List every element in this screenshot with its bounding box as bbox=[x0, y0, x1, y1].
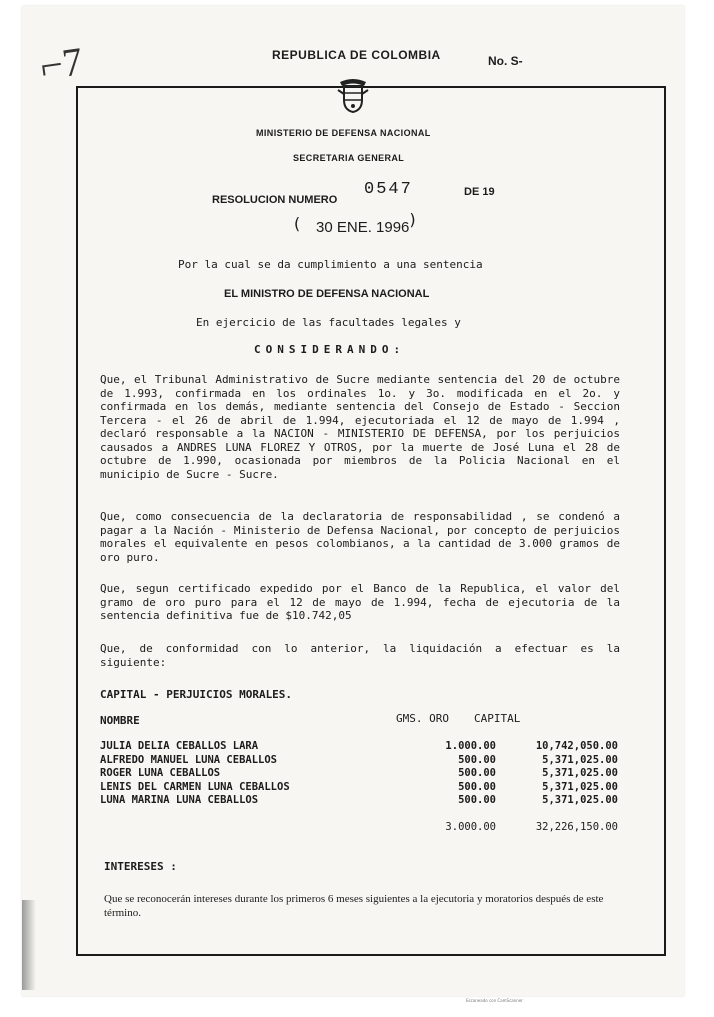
paragraph-condemnation: Que, como consecuencia de la declaratoria de responsabilidad , se condenó a pagar a la Nación - Ministerio de Defensa Nacional, por concepto de perjuicios morales el equivalente en pesos colombianos, a la cantidad de 3.000 gramos de oro puro. bbox=[100, 510, 620, 564]
beneficiary-capital: 5,371,025.00 bbox=[542, 753, 618, 766]
table-row bbox=[100, 781, 618, 795]
resolution-label: RESOLUCION NUMERO bbox=[212, 194, 338, 206]
beneficiary-capital: 5,371,025.00 bbox=[542, 767, 618, 779]
beneficiary-name: LUNA MARINA LUNA CEBALLOS bbox=[100, 794, 259, 806]
beneficiary-capital: 5,371,025.00 bbox=[542, 794, 618, 806]
beneficiary-grams: 500.00 bbox=[458, 767, 496, 779]
beneficiary-name: LENIS DEL CARMEN LUNA CEBALLOS bbox=[100, 780, 290, 793]
resolution-year-label: DE 19 bbox=[464, 186, 495, 198]
resolution-number: 0547 bbox=[364, 180, 413, 199]
beneficiary-grams: 500.00 bbox=[458, 780, 496, 793]
interest-paragraph: Que se reconocerán intereses durante los primeros 6 meses siguientes a la ejecutoria y moratorios después de este término. bbox=[104, 893, 604, 919]
authority-line: EL MINISTRO DE DEFENSA NACIONAL bbox=[224, 288, 430, 300]
paragraph-sentence: Que, el Tribunal Administrativo de Sucre mediante sentencia del 20 de octubre de 1.993, confirmada en los ordinales 1o. y 3o. modificada en el 2o. y confirmada en los demás, mediante sentencia del Consejo de Estado - Seccion Tercera - el 26 de abril de 1.994, ejecutoriada el 12 de mayo de 1.994 , declaró responsable a la NACION - MINISTERIO DE DEFENSA, por los perjuicios causados a ANDRES LUNA FLOREZ Y OTROS, por la muerte de José Luna el 28 de octubre de 1.990, ocasionada por miembros de la Policia Nacional en el municipio de Sucre - Sucre. bbox=[100, 373, 620, 481]
paragraph-liquidation-intro: Que, de conformidad con lo anterior, la liquidación a efectuar es la siguiente: bbox=[100, 642, 620, 669]
ministry-title: MINISTERIO DE DEFENSA NACIONAL bbox=[256, 128, 431, 138]
beneficiary-grams: 500.00 bbox=[458, 753, 496, 766]
beneficiary-name: JULIA DELIA CEBALLOS LARA bbox=[100, 740, 259, 752]
scanner-watermark: Escaneado con CamScanner bbox=[466, 998, 523, 1003]
date-close-paren: ) bbox=[408, 210, 418, 229]
beneficiary-name: ROGER LUNA CEBALLOS bbox=[100, 767, 221, 779]
interest-title: INTERESES : bbox=[104, 860, 177, 873]
date-open-paren: ( bbox=[292, 214, 302, 233]
liquidation-section-title: CAPITAL - PERJUICIOS MORALES. bbox=[100, 688, 293, 701]
paragraph-gold-value: Que, segun certificado expedido por el Banco de la Republica, el valor del gramo de oro puro para el 12 de mayo de 1.994, fecha de ejecutoria de la sentencia definitiva fue de $10.742,05 bbox=[100, 582, 620, 622]
header-capital: CAPITAL bbox=[474, 712, 521, 725]
table-row bbox=[100, 794, 618, 808]
colombia-coat-of-arms-icon bbox=[336, 78, 370, 114]
purpose-line: Por la cual se da cumplimiento a una sentencia bbox=[178, 258, 483, 271]
resolution-date: 30 ENE. 1996 bbox=[316, 219, 410, 236]
beneficiary-capital: 5,371,025.00 bbox=[542, 780, 618, 793]
country-title: REPUBLICA DE COLOMBIA bbox=[272, 48, 441, 62]
beneficiary-grams: 1.000.00 bbox=[445, 740, 496, 752]
total-capital: 32,226,150.00 bbox=[535, 821, 618, 833]
secretariat-title: SECRETARIA GENERAL bbox=[293, 153, 405, 163]
totals-row bbox=[100, 821, 618, 835]
handwritten-mark: ⌐7 bbox=[37, 38, 86, 89]
header-name: NOMBRE bbox=[100, 714, 140, 727]
considering-heading: CONSIDERANDO: bbox=[254, 343, 406, 356]
beneficiary-grams: 500.00 bbox=[458, 794, 496, 806]
liquidation-table bbox=[100, 740, 618, 835]
beneficiary-name: ALFREDO MANUEL LUNA CEBALLOS bbox=[100, 753, 278, 766]
table-row bbox=[100, 740, 618, 754]
table-row bbox=[100, 767, 618, 781]
beneficiary-capital: 10,742,050.00 bbox=[535, 740, 618, 752]
document-number-label: No. S- bbox=[488, 54, 523, 68]
total-grams: 3.000.00 bbox=[445, 821, 496, 833]
powers-line: En ejercicio de las facultades legales y bbox=[196, 316, 461, 329]
header-grams: GMS. ORO bbox=[396, 712, 449, 725]
scan-shadow bbox=[22, 900, 36, 990]
table-row bbox=[100, 754, 618, 768]
